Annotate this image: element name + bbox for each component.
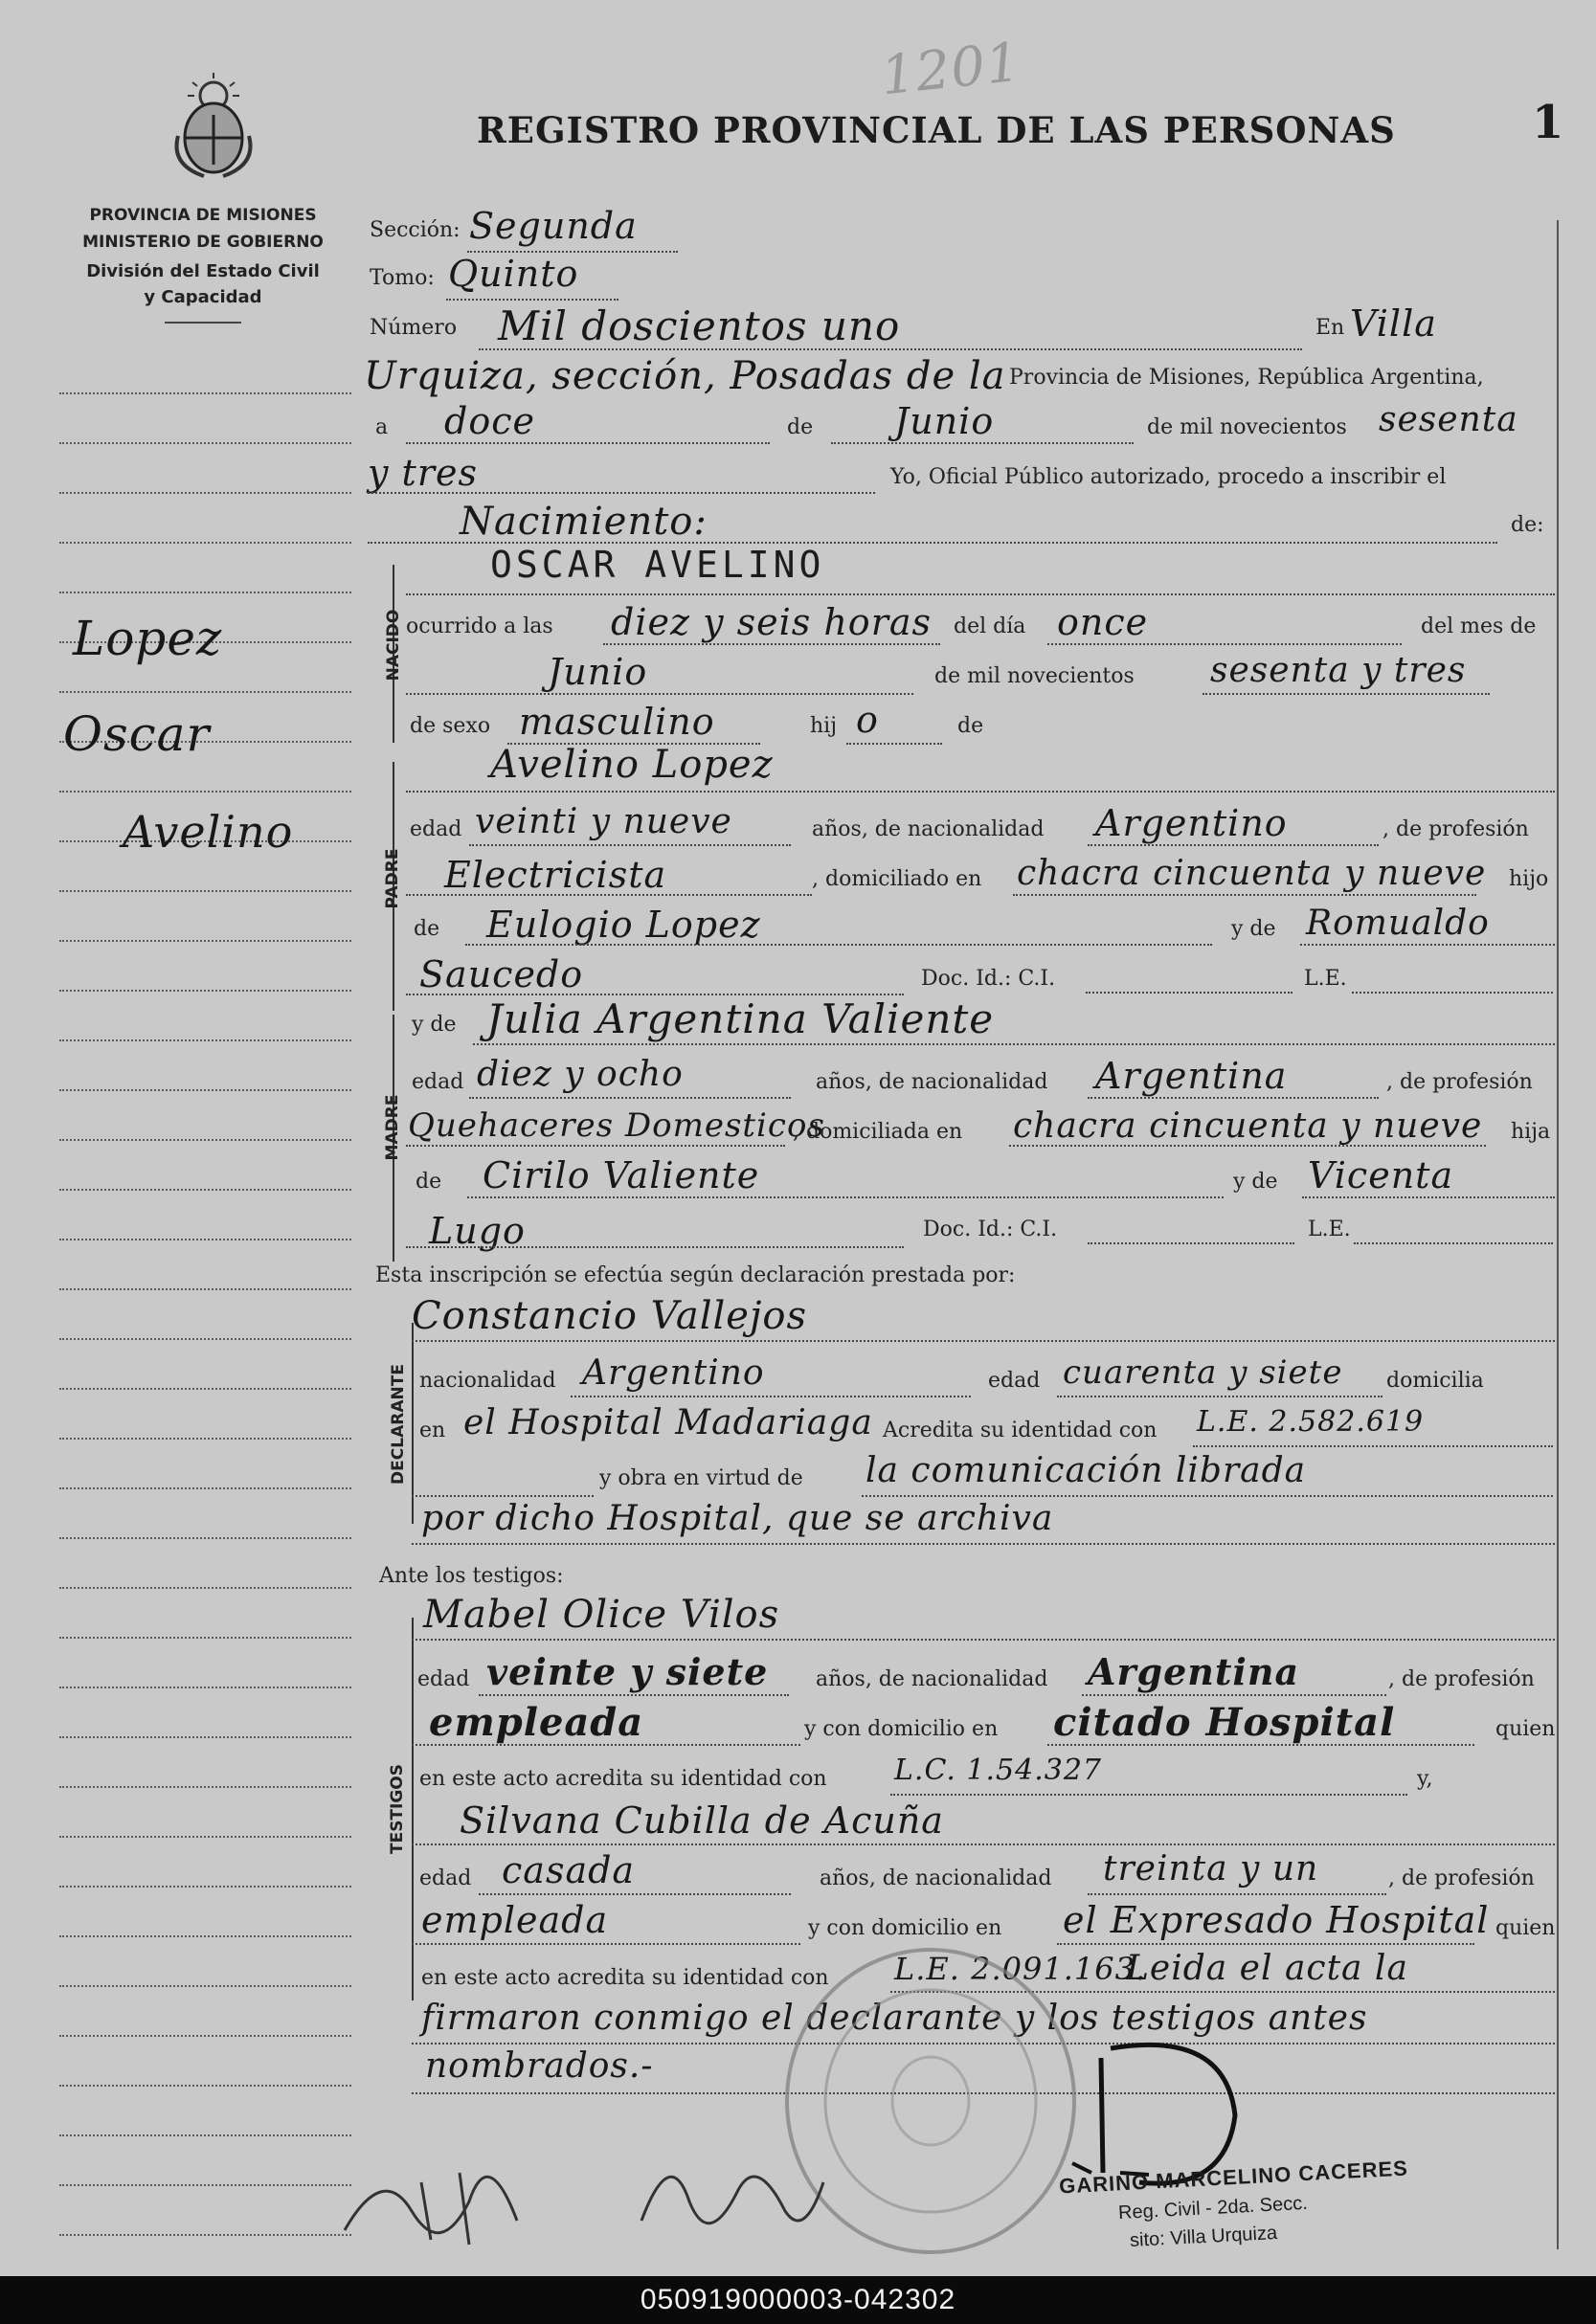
- declarante-intro: Esta inscripción se efectúa según declaración prestada por:: [375, 1263, 1016, 1287]
- provincia-text: Provincia de Misiones, República Argentina,: [1009, 366, 1484, 390]
- document-title: REGISTRO PROVINCIAL DE LAS PERSONAS: [477, 109, 1396, 151]
- testigo2-edad-label: edad: [419, 1866, 472, 1890]
- seccion-value: Segunda: [469, 205, 638, 247]
- testigos-intro: Ante los testigos:: [379, 1564, 564, 1588]
- madre-doc-label: Doc. Id.: C.I.: [923, 1218, 1058, 1241]
- margin-rule-line: [59, 2134, 351, 2136]
- testigo2-domicilio-value: el Expresado Hospital: [1063, 1899, 1490, 1941]
- top-note: 1201: [878, 31, 1024, 108]
- padre-yde-label: y de: [1231, 917, 1276, 941]
- padre-madre2-value: Saucedo: [419, 953, 584, 995]
- padre-section-label: PADRE: [383, 848, 402, 909]
- madre-dom-label: , domiciliada en: [793, 1120, 963, 1144]
- margin-rule-line: [59, 1089, 351, 1091]
- lugar2-value: Urquiza, sección, Posadas de la: [364, 354, 1006, 398]
- hijo-suffix: o: [856, 699, 879, 741]
- testigo2-prof-label: , de profesión: [1388, 1866, 1535, 1890]
- padre-madre1-value: Romualdo: [1306, 904, 1490, 943]
- testigo2-acredita-label: en este acto acredita su identidad con: [421, 1966, 829, 1990]
- madre-padre-value: Cirilo Valiente: [483, 1154, 760, 1196]
- declarante-edad-value: cuarenta y siete: [1063, 1353, 1343, 1392]
- testigo1-name: Mabel Olice Vilos: [423, 1593, 780, 1637]
- margin-rule-line: [59, 1338, 351, 1340]
- numero-label: Número: [370, 316, 458, 340]
- numero-value: Mil doscientos uno: [498, 302, 901, 349]
- testigo1-nac-label: años, de nacionalidad: [816, 1667, 1048, 1691]
- padre-dom-label: , domiciliado en: [812, 867, 982, 891]
- declarante-dom-label: domicilia: [1386, 1369, 1484, 1393]
- testigo1-profesion-value: empleada: [429, 1700, 644, 1745]
- margin-rule-line: [59, 1637, 351, 1639]
- padre-de-label: de: [414, 917, 440, 941]
- margin-rule-line: [59, 542, 351, 544]
- padre-domicilio-value: chacra cincuenta y nueve: [1017, 854, 1487, 893]
- madre-edad-label: edad: [412, 1070, 464, 1094]
- margin-first-name: Oscar: [63, 706, 211, 762]
- cierre2-text: firmaron conmigo el declarante y los testigos antes: [421, 1999, 1368, 2038]
- testigo2-quien-label: quien: [1495, 1916, 1556, 1940]
- oficial-text: Yo, Oficial Público autorizado, procedo a inscribir el: [890, 465, 1447, 489]
- madre-hija-label: hija: [1511, 1120, 1551, 1144]
- testigo2-edad-value: casada: [502, 1849, 636, 1891]
- margin-rule-line: [59, 392, 351, 394]
- nacido-section-label: NACIDO: [384, 609, 403, 682]
- sexo-value: masculino: [519, 701, 715, 743]
- margin-rule-line: [59, 442, 351, 444]
- declarante-section-label: DECLARANTE: [389, 1364, 408, 1485]
- en-label: En: [1315, 316, 1345, 340]
- form-right-border: [1557, 220, 1559, 2249]
- official-cargo: Reg. Civil - 2da. Secc.: [1117, 2192, 1309, 2224]
- testigo1-quien-label: quien: [1495, 1717, 1556, 1741]
- padre-nacionalidad-value: Argentino: [1095, 802, 1288, 844]
- madre-prof-label: , de profesión: [1386, 1070, 1533, 1094]
- margin-rule-line: [59, 1736, 351, 1738]
- declarante-obra1-value: la comunicación librada: [865, 1451, 1307, 1490]
- padre-le-label: L.E.: [1304, 967, 1347, 991]
- margin-rule-line: [59, 1288, 351, 1290]
- ocurrido-label: ocurrido a las: [406, 615, 553, 638]
- page-number: 1: [1532, 96, 1564, 149]
- testigo1-edad-label: edad: [417, 1667, 470, 1691]
- acto-value: Nacimiento:: [460, 500, 708, 544]
- testigos-section-label: TESTIGOS: [388, 1763, 407, 1855]
- footer-bar: [0, 2276, 1596, 2324]
- madre-nac-label: años, de nacionalidad: [816, 1070, 1048, 1094]
- margin-rule-line: [59, 592, 351, 593]
- tomo-value: Quinto: [448, 253, 579, 295]
- margin-rule-line: [59, 1039, 351, 1041]
- margin-rule-line: [59, 791, 351, 793]
- acto-de-label: de:: [1511, 513, 1544, 537]
- cierre3-text: nombrados.-: [425, 2046, 654, 2086]
- coat-of-arms-icon: [161, 69, 266, 184]
- nacido-mes-value: Junio: [548, 651, 648, 693]
- nacido-dia-value: once: [1057, 601, 1149, 643]
- hijo-label: hij: [810, 714, 838, 738]
- margin-rule-line: [59, 1687, 351, 1688]
- margin-rule-line: [59, 1985, 351, 1987]
- margin-rule-line: [59, 990, 351, 992]
- margin-rule-line: [59, 2035, 351, 2037]
- a-label: a: [375, 415, 389, 439]
- testigo2-nac-label: años, de nacionalidad: [820, 1866, 1052, 1890]
- nacido-name: OSCAR AVELINO: [490, 544, 825, 586]
- cierre1-text: Leida el acta la: [1126, 1949, 1408, 1988]
- madre-domicilio-value: chacra cincuenta y nueve: [1013, 1106, 1483, 1146]
- declarante-nacionalidad-value: Argentino: [582, 1353, 765, 1393]
- de-label: de: [787, 415, 814, 439]
- seccion-label: Sección:: [370, 218, 461, 242]
- margin-rule-line: [59, 2234, 351, 2236]
- testigo2-dom-label: y con domicilio en: [808, 1916, 1002, 1940]
- madre-name: Julia Argentina Valiente: [486, 995, 995, 1042]
- padre-name: Avelino Lopez: [490, 743, 774, 787]
- padre-profesion-value: Electricista: [444, 854, 667, 896]
- margin-rule-line: [59, 1886, 351, 1888]
- testigo2-documento-value: L.E. 2.091.163.: [894, 1951, 1147, 1987]
- margin-rule-line: [59, 2184, 351, 2186]
- padre-nac-label: años, de nacionalidad: [812, 817, 1045, 841]
- office-ministry: MINISTERIO DE GOBIERNO: [82, 233, 324, 252]
- mes-label: del mes de: [1421, 615, 1537, 638]
- dia-value: doce: [444, 400, 535, 442]
- margin-rule-line: [59, 1239, 351, 1240]
- testigo1-domicilio-value: citado Hospital: [1053, 1700, 1396, 1745]
- anio-label: de mil novecientos: [1147, 415, 1347, 439]
- padre-hijo-label: hijo: [1509, 867, 1549, 891]
- document-id: 050919000003-042302: [640, 2284, 956, 2315]
- declarante-en-label: en: [419, 1419, 446, 1442]
- office-division: División del Estado Civil: [86, 261, 320, 281]
- madre-profesion-value: Quehaceres Domesticos: [408, 1106, 825, 1145]
- madre-madre1-value: Vicenta: [1308, 1154, 1454, 1196]
- testigo1-documento-value: L.C. 1.54.327: [894, 1754, 1103, 1787]
- declarante-name: Constancio Vallejos: [412, 1294, 807, 1338]
- declarante-obra-label: y obra en virtud de: [599, 1466, 803, 1490]
- declarante-nac-label: nacionalidad: [419, 1369, 556, 1393]
- nacido-anio-value: sesenta y tres: [1210, 651, 1467, 690]
- margin-rule-line: [59, 1139, 351, 1141]
- margin-rule-line: [59, 1487, 351, 1489]
- padre-edad-label: edad: [410, 817, 462, 841]
- margin-rule-line: [59, 1587, 351, 1589]
- testigo2-nacionalidad-value: treinta y un: [1103, 1849, 1319, 1888]
- office-province: PROVINCIA DE MISIONES: [89, 206, 317, 225]
- madre-yde-label: y de: [412, 1013, 457, 1037]
- testigo2-name: Silvana Cubilla de Acuña: [460, 1799, 944, 1842]
- madre-madre2-value: Lugo: [429, 1210, 526, 1252]
- sexo-label: de sexo: [410, 714, 491, 738]
- padre-doc-label: Doc. Id.: C.I.: [921, 967, 1056, 991]
- declarante-edad-label: edad: [988, 1369, 1041, 1393]
- official-name: GARINO MARCELINO CACERES: [1058, 2156, 1409, 2199]
- padre-prof-label: , de profesión: [1382, 817, 1529, 841]
- margin-rule-line: [59, 1935, 351, 1937]
- office-capacity: y Capacidad: [144, 287, 262, 307]
- declarante-documento-value: L.E. 2.582.619: [1197, 1405, 1425, 1439]
- mes-value: Junio: [894, 400, 995, 442]
- testigo1-acredita-label: en este acto acredita su identidad con: [419, 1767, 827, 1791]
- madre-le-label: L.E.: [1308, 1218, 1351, 1241]
- hijo-de-label: de: [957, 714, 984, 738]
- madre-edad-value: diez y ocho: [477, 1055, 684, 1094]
- margin-rule-line: [59, 1836, 351, 1838]
- margin-rule-line: [59, 691, 351, 693]
- margin-rule-line: [59, 492, 351, 494]
- anio1-value: sesenta: [1379, 400, 1518, 439]
- margin-surname: Lopez: [73, 611, 223, 666]
- margin-rule-line: [59, 1537, 351, 1539]
- testigo1-dom-label: y con domicilio en: [804, 1717, 999, 1741]
- margin-middle-name: Avelino: [123, 806, 294, 858]
- margin-rule-line: [59, 1438, 351, 1440]
- testigo1-nacionalidad-value: Argentina: [1088, 1650, 1300, 1693]
- testigo1-edad-value: veinte y siete: [486, 1650, 769, 1693]
- madre-yde2-label: y de: [1233, 1170, 1278, 1194]
- official-sitio: sito: Villa Urquiza: [1129, 2222, 1278, 2252]
- madre-nacionalidad-value: Argentina: [1095, 1055, 1288, 1097]
- signatures-icon: [326, 2106, 862, 2259]
- dia-label: del día: [954, 615, 1026, 638]
- anio2-value: y tres: [368, 452, 478, 494]
- padre-padre-value: Eulogio Lopez: [486, 904, 761, 946]
- testigo1-y-label: y,: [1417, 1767, 1433, 1791]
- margin-rule-line: [59, 1189, 351, 1191]
- declarante-acredita-label: Acredita su identidad con: [883, 1419, 1158, 1442]
- testigo2-profesion-value: empleada: [421, 1899, 609, 1941]
- tomo-label: Tomo:: [370, 266, 435, 290]
- padre-edad-value: veinti y nueve: [475, 802, 732, 841]
- testigo1-prof-label: , de profesión: [1388, 1667, 1535, 1691]
- margin-rule-line: [59, 1388, 351, 1390]
- margin-rule-line: [59, 890, 351, 892]
- hora-value: diez y seis horas: [611, 601, 933, 643]
- office-underline: [165, 322, 241, 324]
- margin-rule-line: [59, 1786, 351, 1788]
- nacido-anio-label: de mil novecientos: [934, 664, 1135, 688]
- madre-section-label: MADRE: [383, 1094, 402, 1161]
- margin-rule-line: [59, 940, 351, 942]
- declarante-domicilio-value: el Hospital Madariaga: [463, 1403, 873, 1442]
- margin-rule-line: [59, 2085, 351, 2087]
- madre-de-label: de: [416, 1170, 442, 1194]
- declarante-obra2-value: por dicho Hospital, que se archiva: [421, 1499, 1054, 1538]
- lugar1-value: Villa: [1350, 302, 1437, 345]
